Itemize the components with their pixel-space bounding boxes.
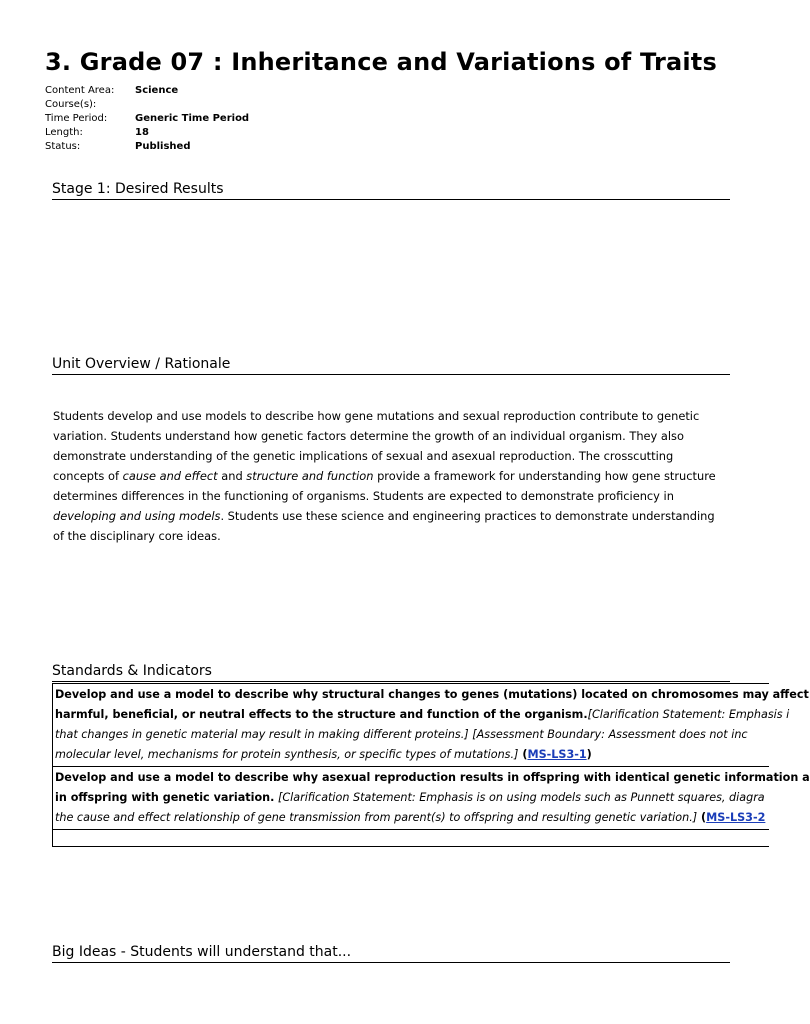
meta-label: Content Area: [45, 85, 115, 96]
code-paren: ) [586, 748, 592, 761]
overview-paragraph [53, 406, 725, 546]
overview-text: provide a framework for understanding how gene structure determines differences in the functioning of organisms. Students are expected to demonstrate proficiency in [53, 469, 716, 503]
standard-code-link[interactable]: MS-LS3-2 [706, 811, 766, 824]
overview-text: Students develop and use models to describe how gene mutations and sexual reproduction contribute to genetic variation. Students understand how genetic factors determine the growth of an individual organism. They also demonstrate understanding of the genetic implications of sexual and asexual reproduction. The crosscutting concepts of [53, 409, 700, 483]
overview-emphasis: cause and effect [122, 469, 218, 483]
section-heading-overview: Unit Overview / Rationale [52, 355, 730, 375]
section-heading-standards: Standards & Indicators [52, 662, 730, 682]
standard-text: in offspring with genetic variation. [55, 791, 275, 804]
clarification-text: [Clarification Statement: Emphasis is on using models such as Punnett squares, diagra [274, 791, 765, 804]
standard-row [53, 684, 809, 767]
meta-label: Length: [45, 127, 83, 138]
meta-row-time-period [45, 112, 249, 126]
section-heading-stage1: Stage 1: Desired Results [52, 180, 730, 200]
overview-text: and [217, 469, 247, 483]
empty-table-row [53, 830, 769, 850]
code-paren: ( [518, 748, 528, 761]
overview-text: . Students use these science and engineering practices to demonstrate understanding of the disciplinary core ideas. [53, 509, 715, 543]
clarification-text: the cause and effect relationship of gene transmission from parent(s) to offspring and resulting genetic variation.] [55, 811, 698, 824]
meta-row-length [45, 126, 249, 140]
standards-table [52, 683, 810, 847]
code-paren: ( [697, 811, 707, 824]
meta-label: Course(s): [45, 99, 97, 110]
standard-row [53, 767, 810, 830]
clarification-text: [Clarification Statement: Emphasis i [587, 708, 790, 721]
meta-value: 18 [135, 127, 149, 138]
standard-text: Develop and use a model to describe why asexual reproduction results in offspring with identical genetic information a [55, 771, 810, 784]
clarification-text: that changes in genetic material may result in making different proteins.] [Assessment Boundary: Assessment does not inc [55, 728, 748, 741]
clarification-text: molecular level, mechanisms for protein synthesis, or specific types of mutations.] [55, 748, 519, 761]
meta-value: Generic Time Period [135, 113, 250, 124]
meta-label: Time Period: [45, 113, 108, 124]
unit-metadata [45, 84, 249, 154]
overview-emphasis: structure and function [246, 469, 374, 483]
section-heading-big-ideas: Big Ideas - Students will understand that... [52, 943, 730, 963]
meta-value: Published [135, 141, 191, 152]
meta-value: Science [135, 85, 179, 96]
meta-row-content-area [45, 84, 249, 98]
overview-emphasis: developing and using models [53, 509, 221, 523]
standard-code-link[interactable]: MS-LS3-1 [527, 748, 587, 761]
unit-title: 3. Grade 07 : Inheritance and Variations of Traits [45, 48, 717, 76]
standard-text: Develop and use a model to describe why structural changes to genes (mutations) located on chromosomes may affect [55, 688, 809, 701]
meta-label: Status: [45, 141, 81, 152]
standard-text: harmful, beneficial, or neutral effects to the structure and function of the organism. [55, 708, 588, 721]
meta-row-status [45, 140, 249, 154]
meta-row-courses [45, 98, 249, 112]
